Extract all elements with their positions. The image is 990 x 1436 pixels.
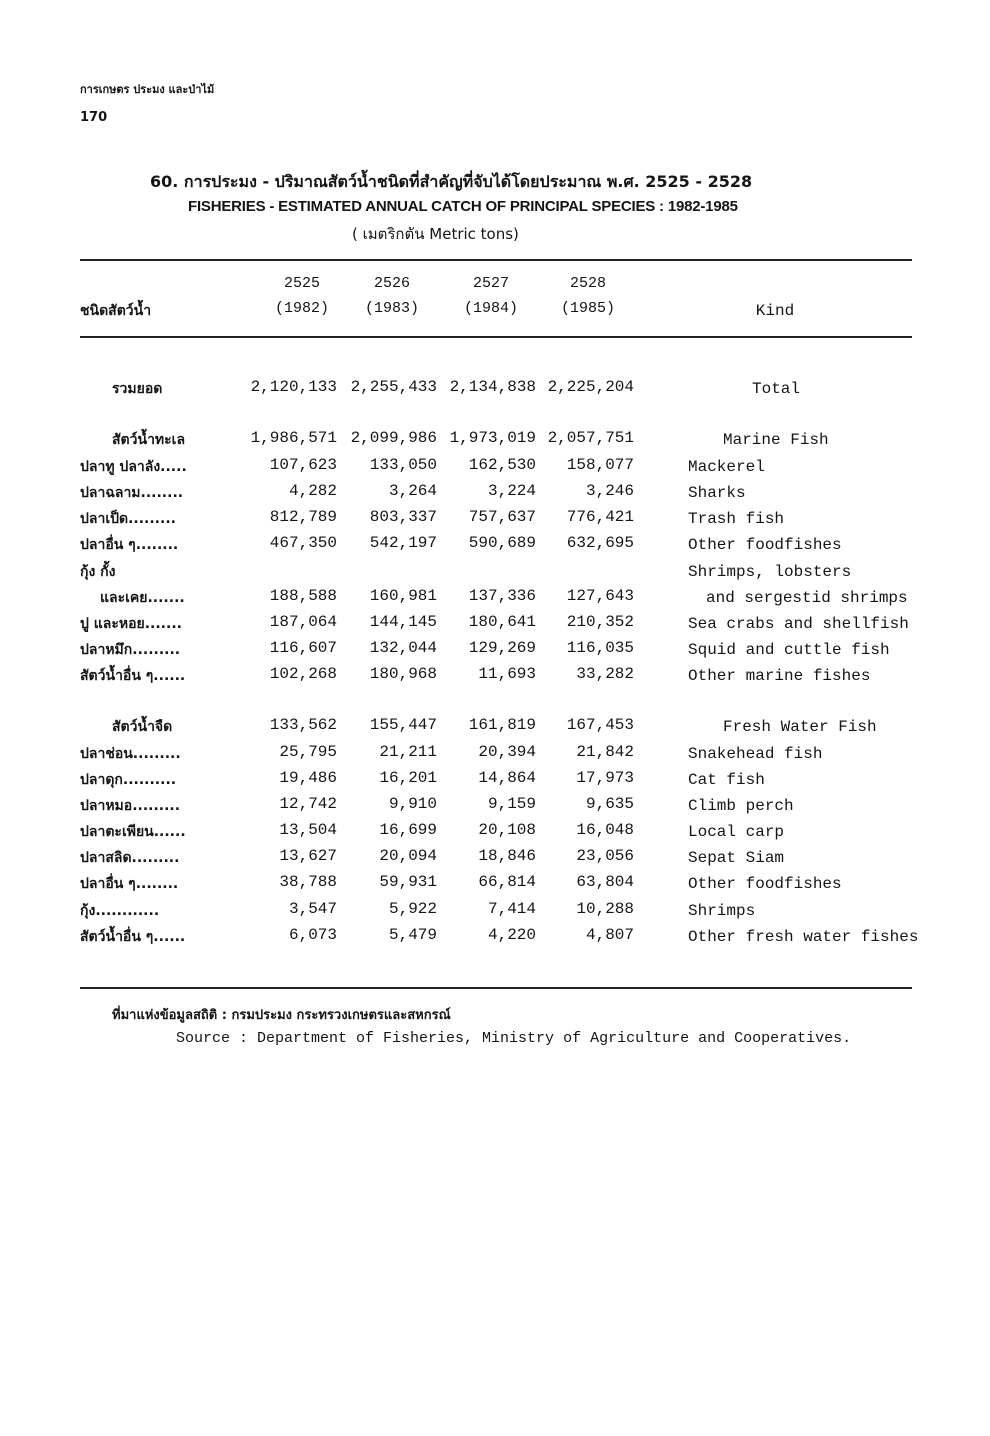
column-header-kind-thai: ชนิดสัตว์น้ำ [80, 303, 152, 319]
row-label-thai: รวมยอด [112, 381, 163, 397]
row-label-thai: และเคย....... [100, 590, 185, 606]
cell-value: 16,201 [379, 769, 437, 787]
cell-value: 4,807 [585, 926, 634, 944]
row-label-english: Cat fish [688, 771, 765, 789]
column-header-year-en: (1982) [274, 300, 329, 317]
cell-value: 137,336 [468, 587, 536, 605]
cell-value: 129,269 [468, 639, 536, 657]
column-header-year-en: (1985) [560, 300, 615, 317]
row-label-english: Other foodfishes [688, 536, 842, 554]
cell-value: 188,588 [269, 587, 337, 605]
cell-value: 161,819 [468, 716, 536, 734]
cell-value: 133,562 [269, 716, 337, 734]
cell-value: 66,814 [478, 873, 536, 891]
row-label-english: Other marine fishes [688, 667, 871, 685]
cell-value: 155,447 [369, 716, 437, 734]
cell-value: 38,788 [279, 873, 337, 891]
row-label-english: Trash fish [688, 510, 785, 528]
cell-value: 160,981 [369, 587, 437, 605]
cell-value: 9,910 [388, 795, 437, 813]
row-label-english: Other foodfishes [688, 875, 842, 893]
row-label-thai: ปลาอื่น ๆ........ [80, 537, 179, 553]
cell-value: 812,789 [269, 508, 337, 526]
cell-value: 590,689 [468, 534, 536, 552]
cell-value: 187,064 [269, 613, 337, 631]
table-top-rule [80, 259, 912, 261]
source-english: Source : Department of Fisheries, Ministry of Agriculture and Cooperatives. [176, 1030, 852, 1047]
cell-value: 20,108 [478, 821, 536, 839]
row-label-english: Sea crabs and shellfish [688, 615, 909, 633]
cell-value: 13,627 [279, 847, 337, 865]
cell-value: 162,530 [468, 456, 536, 474]
table-header-rule [80, 336, 912, 338]
row-label-thai: ปลาทู ปลาลัง..... [80, 459, 187, 475]
cell-value: 6,073 [288, 926, 337, 944]
row-label-thai: ปลาสลิด......... [80, 850, 180, 866]
cell-value: 5,922 [388, 900, 437, 918]
cell-value: 2,134,838 [449, 378, 536, 396]
cell-value: 102,268 [269, 665, 337, 683]
cell-value: 14,864 [478, 769, 536, 787]
cell-value: 3,246 [585, 482, 634, 500]
cell-value: 144,145 [369, 613, 437, 631]
cell-value: 4,220 [487, 926, 536, 944]
cell-value: 12,742 [279, 795, 337, 813]
cell-value: 17,973 [576, 769, 634, 787]
cell-value: 158,077 [566, 456, 634, 474]
source-thai: ที่มาแห่งข้อมูลสถิติ : กรมประมง กระทรวงเกษตรและสหกรณ์ [112, 1008, 451, 1023]
row-label-thai: ปลาหมอ......... [80, 798, 181, 814]
cell-value: 167,453 [566, 716, 634, 734]
page-number: 170 [80, 110, 108, 125]
cell-value: 180,968 [369, 665, 437, 683]
cell-value: 7,414 [487, 900, 536, 918]
row-label-english: Sepat Siam [688, 849, 785, 867]
title-thai: 60. การประมง - ปริมาณสัตว์น้ำชนิดที่สำคัญที่จับได้โดยประมาณ พ.ศ. 2525 - 2528 [150, 172, 753, 191]
row-label-thai: ปลาฉลาม........ [80, 485, 184, 501]
cell-value: 776,421 [566, 508, 634, 526]
cell-value: 21,842 [576, 743, 634, 761]
running-header: การเกษตร ประมง และป่าไม้ [80, 83, 215, 96]
cell-value: 1,986,571 [250, 429, 337, 447]
cell-value: 11,693 [478, 665, 536, 683]
cell-value: 13,504 [279, 821, 337, 839]
row-label-thai: ปลาเป็ด......... [80, 511, 176, 527]
row-label-english: Fresh Water Fish [723, 718, 877, 736]
cell-value: 116,607 [269, 639, 337, 657]
row-label-thai: ปลาตะเพียน...... [80, 824, 186, 840]
row-label-english: Other fresh water fishes [688, 928, 919, 946]
cell-value: 803,337 [369, 508, 437, 526]
cell-value: 542,197 [369, 534, 437, 552]
cell-value: 4,282 [288, 482, 337, 500]
cell-value: 3,547 [288, 900, 337, 918]
column-header-year: 2525 [283, 275, 320, 292]
row-label-english: and sergestid shrimps [706, 589, 908, 607]
row-label-thai: สัตว์น้ำทะเล [112, 432, 186, 448]
row-label-english: Marine Fish [723, 431, 829, 449]
cell-value: 133,050 [369, 456, 437, 474]
cell-value: 757,637 [468, 508, 536, 526]
row-label-english: Total [752, 380, 801, 398]
row-label-thai: ปลาหมึก......... [80, 642, 181, 658]
cell-value: 2,057,751 [547, 429, 634, 447]
row-label-english: Shrimps [688, 902, 756, 920]
row-label-thai: กุ้ง กั้ง [80, 564, 116, 580]
row-label-thai: ปลาช่อน......... [80, 746, 181, 762]
cell-value: 23,056 [576, 847, 634, 865]
title-english: FISHERIES - ESTIMATED ANNUAL CATCH OF PRINCIPAL SPECIES : 1982-1985 [188, 198, 738, 215]
cell-value: 116,035 [566, 639, 634, 657]
cell-value: 210,352 [566, 613, 634, 631]
row-label-thai: ปลาอื่น ๆ........ [80, 876, 179, 892]
cell-value: 5,479 [388, 926, 437, 944]
cell-value: 21,211 [379, 743, 437, 761]
column-header-year: 2528 [569, 275, 606, 292]
cell-value: 16,048 [576, 821, 634, 839]
cell-value: 132,044 [369, 639, 437, 657]
column-header-year-en: (1984) [463, 300, 518, 317]
cell-value: 16,699 [379, 821, 437, 839]
cell-value: 20,394 [478, 743, 536, 761]
row-label-thai: ปลาดุก.......... [80, 772, 177, 788]
column-header-year: 2526 [373, 275, 410, 292]
row-label-english: Squid and cuttle fish [688, 641, 890, 659]
row-label-thai: สัตว์น้ำอื่น ๆ...... [80, 929, 186, 945]
title-unit: ( เมตริกตัน Metric tons) [352, 225, 519, 243]
row-label-english: Snakehead fish [688, 745, 823, 763]
row-label-thai: ปู และหอย....... [80, 616, 182, 632]
column-header-kind-english: Kind [755, 302, 795, 320]
cell-value: 2,120,133 [250, 378, 337, 396]
column-header-year-en: (1983) [364, 300, 419, 317]
cell-value: 9,159 [487, 795, 536, 813]
cell-value: 10,288 [576, 900, 634, 918]
cell-value: 63,804 [576, 873, 634, 891]
table-bottom-rule [80, 987, 912, 989]
cell-value: 467,350 [269, 534, 337, 552]
cell-value: 3,264 [388, 482, 437, 500]
cell-value: 1,973,019 [449, 429, 536, 447]
cell-value: 632,695 [566, 534, 634, 552]
row-label-english: Local carp [688, 823, 785, 841]
cell-value: 3,224 [487, 482, 536, 500]
cell-value: 33,282 [576, 665, 634, 683]
cell-value: 20,094 [379, 847, 437, 865]
cell-value: 59,931 [379, 873, 437, 891]
cell-value: 180,641 [468, 613, 536, 631]
row-label-english: Shrimps, lobsters [688, 563, 852, 581]
cell-value: 19,486 [279, 769, 337, 787]
cell-value: 127,643 [566, 587, 634, 605]
row-label-thai: สัตว์น้ำอื่น ๆ...... [80, 668, 186, 684]
cell-value: 2,225,204 [547, 378, 634, 396]
cell-value: 18,846 [478, 847, 536, 865]
row-label-english: Climb perch [688, 797, 794, 815]
row-label-english: Mackerel [688, 458, 765, 476]
cell-value: 2,099,986 [350, 429, 437, 447]
column-header-year: 2527 [472, 275, 509, 292]
cell-value: 107,623 [269, 456, 337, 474]
row-label-thai: กุ้ง............ [80, 903, 160, 919]
cell-value: 2,255,433 [350, 378, 437, 396]
row-label-thai: สัตว์น้ำจืด [112, 719, 173, 735]
cell-value: 9,635 [585, 795, 634, 813]
row-label-english: Sharks [688, 484, 746, 502]
cell-value: 25,795 [279, 743, 337, 761]
